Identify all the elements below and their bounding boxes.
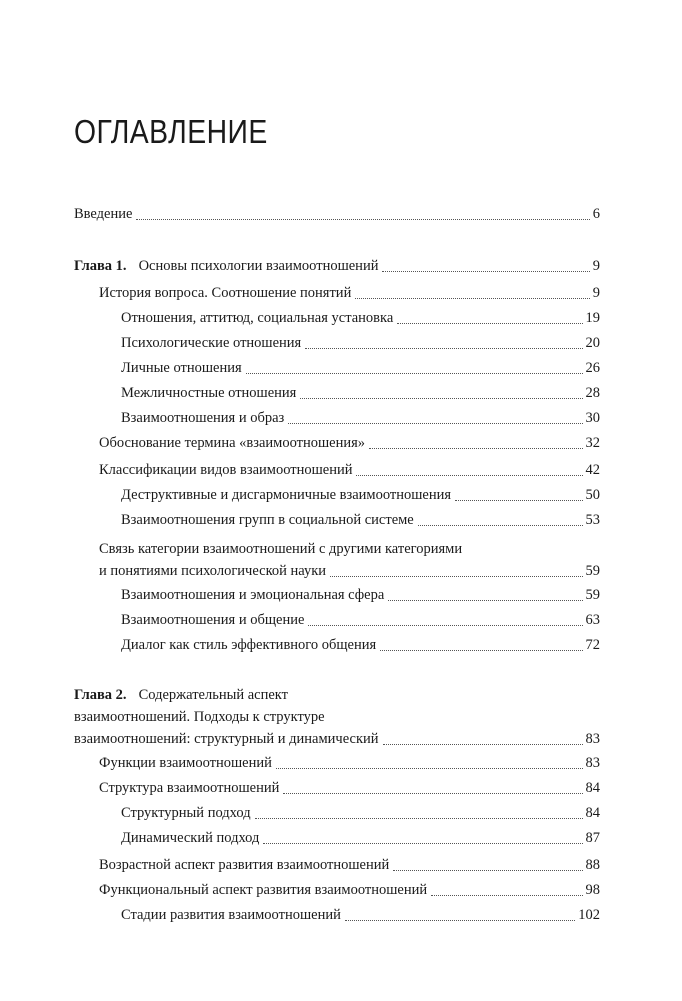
toc-entry[interactable] — [121, 332, 600, 354]
toc-entry-label: Содержательный аспект — [138, 687, 288, 703]
dot-leader — [330, 576, 582, 577]
toc-entry[interactable] — [99, 752, 600, 774]
toc-page-number: 72 — [585, 637, 600, 653]
toc-entry-label: Динамический подход — [121, 830, 260, 846]
toc-page-number: 87 — [585, 830, 600, 846]
dot-leader — [305, 348, 582, 349]
toc-page-number: 20 — [585, 335, 600, 351]
toc-entry-label: Отношения, аттитюд, социальная установка — [121, 310, 394, 326]
chapter-number: Глава 2. — [74, 687, 127, 703]
chapter-number: Глава 1. — [74, 258, 127, 274]
toc-entry-label-continued: взаимоотношений: структурный и динамический — [74, 731, 379, 747]
toc-entry-label: Взаимоотношения групп в социальной системе — [121, 512, 414, 528]
dot-leader — [345, 920, 575, 921]
toc-page-number: 6 — [592, 206, 600, 222]
toc-entry-label: Введение — [74, 206, 133, 222]
dot-leader — [382, 271, 589, 272]
dot-leader — [388, 600, 582, 601]
toc-entry-label-continued: взаимоотношений. Подходы к структуре — [74, 709, 325, 725]
toc-page-number: 9 — [592, 285, 600, 301]
toc-entry-label: Основы психологии взаимоотношений — [138, 258, 379, 274]
toc-page-number: 88 — [585, 857, 600, 873]
toc-entry[interactable] — [99, 854, 600, 876]
toc-entry-label: Взаимоотношения и эмоциональная сфера — [121, 587, 385, 603]
dot-leader — [308, 625, 582, 626]
dot-leader — [431, 895, 582, 896]
toc-entry[interactable] — [99, 459, 600, 481]
toc-page-number: 32 — [585, 435, 600, 451]
dot-leader — [136, 219, 589, 220]
toc-entry[interactable] — [121, 827, 600, 849]
toc-entry[interactable] — [121, 357, 600, 379]
toc-entry[interactable] — [74, 203, 600, 225]
toc-entry-label: Классификации видов взаимоотношений — [99, 462, 353, 478]
toc-page-number: 59 — [585, 587, 600, 603]
toc-entry-label: Обоснование термина «взаимоотношения» — [99, 435, 366, 451]
toc-entry[interactable] — [121, 484, 600, 506]
dot-leader — [380, 650, 582, 651]
toc-entry[interactable] — [121, 509, 600, 531]
toc-entry-label: Структурный подход — [121, 805, 251, 821]
toc-page-number: 26 — [585, 360, 600, 376]
toc-page-number: 83 — [585, 755, 600, 771]
toc-entry-label: Взаимоотношения и общение — [121, 612, 305, 628]
toc-entry-label: Структура взаимоотношений — [99, 780, 280, 796]
toc-entry-label: Возрастной аспект развития взаимоотношений — [99, 857, 390, 873]
toc-entry[interactable] — [121, 609, 600, 631]
toc-entry[interactable] — [99, 282, 600, 304]
toc-entry-label: Личные отношения — [121, 360, 242, 376]
toc-entry[interactable] — [121, 634, 600, 656]
toc-entry-label: Психологические отношения — [121, 335, 302, 351]
toc-entry-label: Стадии развития взаимоотношений — [121, 907, 341, 923]
toc-entry-label: Связь категории взаимоотношений с другими категориями — [99, 541, 463, 557]
toc-entry[interactable] — [121, 584, 600, 606]
toc-page-number: 102 — [578, 907, 600, 923]
toc-chapter-entry[interactable] — [74, 684, 600, 750]
toc-entry-label: Диалог как стиль эффективного общения — [121, 637, 377, 653]
toc-entry-label: Функциональный аспект развития взаимоотношений — [99, 882, 428, 898]
toc-page-number: 30 — [585, 410, 600, 426]
toc-page-number: 50 — [585, 487, 600, 503]
toc-entry-label: Межличностные отношения — [121, 385, 297, 401]
toc-entry-label-continued: и понятиями психологической науки — [99, 563, 327, 579]
dot-leader — [383, 744, 583, 745]
toc-entry[interactable] — [99, 538, 600, 582]
toc-entry[interactable] — [121, 382, 600, 404]
toc-page-number: 63 — [585, 612, 600, 628]
toc-entry-label: История вопроса. Соотношение понятий — [99, 285, 352, 301]
dot-leader — [246, 373, 583, 374]
toc-page-number: 84 — [585, 805, 600, 821]
dot-leader — [369, 448, 582, 449]
dot-leader — [288, 423, 582, 424]
toc-entry[interactable] — [99, 777, 600, 799]
dot-leader — [263, 843, 582, 844]
toc-page-number: 59 — [585, 563, 600, 579]
toc-page-number: 98 — [585, 882, 600, 898]
toc-page-number: 83 — [585, 731, 600, 747]
toc-entry[interactable] — [99, 432, 600, 454]
dot-leader — [300, 398, 582, 399]
dot-leader — [393, 870, 582, 871]
toc-entry-label: Функции взаимоотношений — [99, 755, 272, 771]
toc-entry[interactable] — [99, 879, 600, 901]
dot-leader — [397, 323, 582, 324]
toc-entry[interactable] — [121, 802, 600, 824]
dot-leader — [255, 818, 583, 819]
toc-entry[interactable] — [121, 307, 600, 329]
dot-leader — [455, 500, 582, 501]
toc-page-number: 28 — [585, 385, 600, 401]
dot-leader — [276, 768, 583, 769]
toc-entry-label: Деструктивные и дисгармоничные взаимоотношения — [121, 487, 452, 503]
dot-leader — [418, 525, 583, 526]
dot-leader — [356, 475, 582, 476]
toc-entry-label: Взаимоотношения и образ — [121, 410, 285, 426]
toc-page-number: 84 — [585, 780, 600, 796]
toc-page-number: 42 — [585, 462, 600, 478]
toc-entry[interactable] — [121, 407, 600, 429]
page-title: ОГЛАВЛЕНИЕ — [74, 113, 268, 150]
toc-chapter-entry[interactable] — [74, 255, 600, 277]
toc-page-number: 53 — [585, 512, 600, 528]
toc-entry[interactable] — [121, 904, 600, 926]
dot-leader — [283, 793, 582, 794]
dot-leader — [355, 298, 589, 299]
toc-page-number: 9 — [592, 258, 600, 274]
toc-page-number: 19 — [585, 310, 600, 326]
